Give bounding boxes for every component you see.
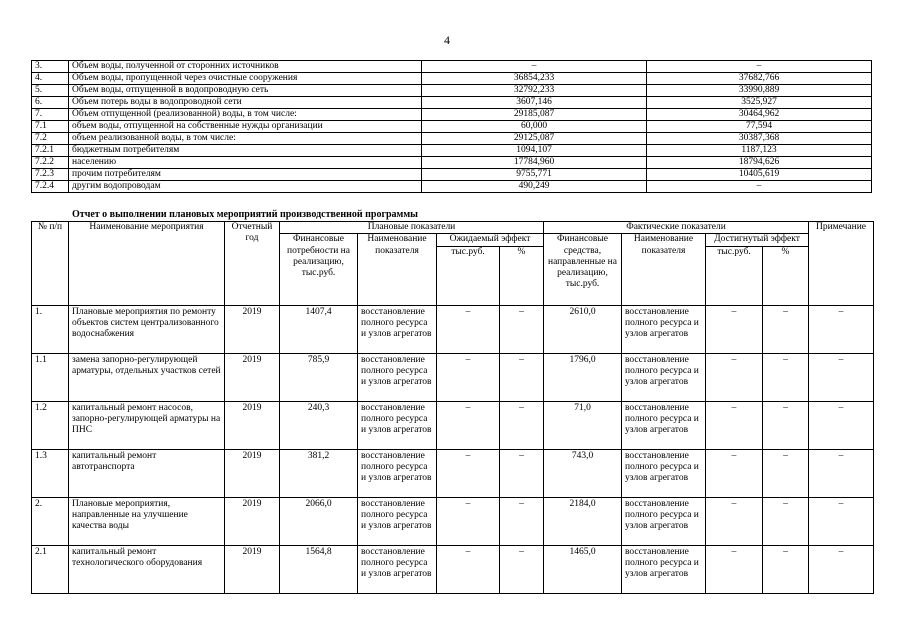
measure-achieved-pct: – [763,305,809,353]
volume-row-fact: 18794,626 [647,157,872,169]
volume-row-plan: 17784,960 [422,157,647,169]
header-expected-pct: % [500,246,544,305]
volume-row-number: 7.2.2 [32,157,69,169]
measure-fact-finance: 743,0 [544,449,622,497]
measure-year: 2019 [225,497,280,545]
volume-row-plan: 32792,233 [422,85,647,97]
measure-fact-indicator: восстановление полного ресурса и узлов агрегатов [622,401,706,449]
volume-row [32,61,872,73]
measure-expected-rub: – [437,353,500,401]
volume-row-name: населению [69,157,422,169]
measure-achieved-pct: – [763,545,809,593]
water-volume-table [31,60,872,193]
volume-row [32,181,872,193]
measure-number: 1.2 [32,401,69,449]
measure-expected-pct: – [500,353,544,401]
measure-plan-indicator: восстановление полного ресурса и узлов агрегатов [358,305,437,353]
measure-achieved-pct: – [763,401,809,449]
volume-row-name: Объем воды, отпущенной в водопроводную сеть [69,85,422,97]
header-achieved-effect: Достигнутый эффект [706,234,809,246]
program-report-table [31,221,874,594]
measure-achieved-rub: – [706,353,763,401]
header-fact-group: Фактические показатели [544,222,809,234]
measure-expected-pct: – [500,449,544,497]
header-expected-effect: Ожидаемый эффект [437,234,544,246]
measure-row [32,305,874,353]
volume-row-plan: 9755,771 [422,169,647,181]
volume-row [32,85,872,97]
volume-row-number: 3. [32,61,69,73]
measure-achieved-pct: – [763,449,809,497]
measure-name: капитальный ремонт технологического оборудования [69,545,225,593]
volume-row-plan: 490,249 [422,181,647,193]
volume-row-plan: 36854,233 [422,73,647,85]
measure-number: 1.3 [32,449,69,497]
measure-expected-rub: – [437,401,500,449]
volume-row-plan: 60,000 [422,121,647,133]
measure-achieved-rub: – [706,305,763,353]
measure-number: 2.1 [32,545,69,593]
volume-row-fact: 77,594 [647,121,872,133]
volume-row [32,109,872,121]
volume-row-number: 7.1 [32,121,69,133]
header-achieved-rub: тыс.руб. [706,246,763,305]
measure-name: капитальный ремонт насосов, запорно-регулирующей арматуры на ПНС [69,401,225,449]
measure-expected-pct: – [500,545,544,593]
measure-name: замена запорно-регулирующей арматуры, отдельных участков сетей [69,353,225,401]
measure-achieved-pct: – [763,353,809,401]
measure-row [32,449,874,497]
volume-row-plan: 1094,107 [422,145,647,157]
measure-name: капитальный ремонт автотранспорта [69,449,225,497]
volume-row [32,73,872,85]
measure-note: – [809,401,874,449]
volume-row-name: Объем потерь воды в водопроводной сети [69,97,422,109]
measure-row [32,401,874,449]
volume-row [32,145,872,157]
measure-plan-indicator: восстановление полного ресурса и узлов агрегатов [358,353,437,401]
measure-note: – [809,449,874,497]
volume-row-number: 4. [32,73,69,85]
measure-fact-indicator: восстановление полного ресурса и узлов агрегатов [622,545,706,593]
measure-plan-indicator: восстановление полного ресурса и узлов агрегатов [358,545,437,593]
measure-name: Плановые мероприятия по ремонту объектов систем централизованного водоснабжения [69,305,225,353]
volume-row-fact: 33990,889 [647,85,872,97]
volume-row-fact: – [647,181,872,193]
measure-note: – [809,305,874,353]
measure-plan-finance: 381,2 [280,449,358,497]
measure-achieved-pct: – [763,497,809,545]
measure-plan-indicator: восстановление полного ресурса и узлов агрегатов [358,449,437,497]
volume-row-fact: 1187,123 [647,145,872,157]
volume-row-name: другим водопроводам [69,181,422,193]
measure-expected-rub: – [437,545,500,593]
volume-row-name: объем реализованной воды, в том числе: [69,133,422,145]
volume-row-fact: 10405,619 [647,169,872,181]
measure-plan-finance: 785,9 [280,353,358,401]
header-note: Примечание [809,222,874,306]
header-plan-fin: Финансовые потребности на реализацию, тыс.руб. [280,234,358,305]
measure-fact-finance: 71,0 [544,401,622,449]
volume-row-plan: – [422,61,647,73]
measure-note: – [809,353,874,401]
measure-year: 2019 [225,449,280,497]
measure-achieved-rub: – [706,497,763,545]
volume-row-fact: – [647,61,872,73]
measure-number: 2. [32,497,69,545]
measure-note: – [809,545,874,593]
volume-row-number: 7.2 [32,133,69,145]
volume-row [32,133,872,145]
volume-row-number: 7.2.4 [32,181,69,193]
volume-row-number: 6. [32,97,69,109]
measure-number: 1.1 [32,353,69,401]
measure-plan-indicator: восстановление полного ресурса и узлов агрегатов [358,497,437,545]
measure-year: 2019 [225,305,280,353]
volume-row [32,169,872,181]
volume-row-number: 7.2.3 [32,169,69,181]
volume-row-fact: 30387,368 [647,133,872,145]
measure-plan-finance: 240,3 [280,401,358,449]
measure-row [32,353,874,401]
measure-fact-indicator: восстановление полного ресурса и узлов агрегатов [622,449,706,497]
measure-fact-finance: 2184,0 [544,497,622,545]
measure-plan-finance: 2066,0 [280,497,358,545]
header-no: № п/п [32,222,69,306]
measure-plan-finance: 1564,8 [280,545,358,593]
measure-fact-finance: 1796,0 [544,353,622,401]
measure-row [32,497,874,545]
measure-fact-indicator: восстановление полного ресурса и узлов агрегатов [622,497,706,545]
measure-achieved-rub: – [706,401,763,449]
header-year: Отчетный год [225,222,280,306]
measure-achieved-rub: – [706,545,763,593]
volume-row-name: бюджетным потребителям [69,145,422,157]
volume-row-plan: 3607,146 [422,97,647,109]
measure-expected-pct: – [500,497,544,545]
volume-row-plan: 29125,087 [422,133,647,145]
measure-note: – [809,497,874,545]
measure-fact-indicator: восстановление полного ресурса и узлов агрегатов [622,305,706,353]
measure-expected-pct: – [500,401,544,449]
measure-plan-indicator: восстановление полного ресурса и узлов агрегатов [358,401,437,449]
measure-number: 1. [32,305,69,353]
measure-year: 2019 [225,545,280,593]
header-name: Наименование мероприятия [69,222,225,306]
header-plan-group: Плановые показатели [280,222,544,234]
volume-row [32,97,872,109]
volume-row-number: 5. [32,85,69,97]
measure-fact-finance: 2610,0 [544,305,622,353]
volume-row-name: Объем воды, пропущенной через очистные сооружения [69,73,422,85]
header-fact-indicator: Наименование показателя [622,234,706,305]
volume-row-number: 7. [32,109,69,121]
measure-fact-indicator: восстановление полного ресурса и узлов агрегатов [622,353,706,401]
page-number: 4 [444,33,450,47]
measure-year: 2019 [225,401,280,449]
volume-row [32,157,872,169]
volume-row-name: Объем отпущенной (реализованной) воды, в том числе: [69,109,422,121]
volume-row-fact: 3525,927 [647,97,872,109]
measure-fact-finance: 1465,0 [544,545,622,593]
volume-row [32,121,872,133]
measure-expected-rub: – [437,497,500,545]
measure-expected-pct: – [500,305,544,353]
measure-row [32,545,874,593]
header-achieved-pct: % [763,246,809,305]
program-report-caption: Отчет о выполнении плановых мероприятий производственной программы [72,209,418,220]
volume-row-name: прочим потребителям [69,169,422,181]
measure-expected-rub: – [437,305,500,353]
volume-row-fact: 37682,766 [647,73,872,85]
volume-row-plan: 29185,087 [422,109,647,121]
volume-row-name: Объем воды, полученной от сторонних источников [69,61,422,73]
measure-plan-finance: 1407,4 [280,305,358,353]
volume-row-name: объем воды, отпущенной на собственные нужды организации [69,121,422,133]
volume-row-number: 7.2.1 [32,145,69,157]
measure-achieved-rub: – [706,449,763,497]
measure-year: 2019 [225,353,280,401]
measure-expected-rub: – [437,449,500,497]
header-fact-fin: Финансовые средства, направленные на реализацию, тыс.руб. [544,234,622,305]
header-plan-indicator: Наименование показателя [358,234,437,305]
measure-name: Плановые мероприятия, направленные на улучшение качества воды [69,497,225,545]
volume-row-fact: 30464,962 [647,109,872,121]
header-expected-rub: тыс.руб. [437,246,500,305]
